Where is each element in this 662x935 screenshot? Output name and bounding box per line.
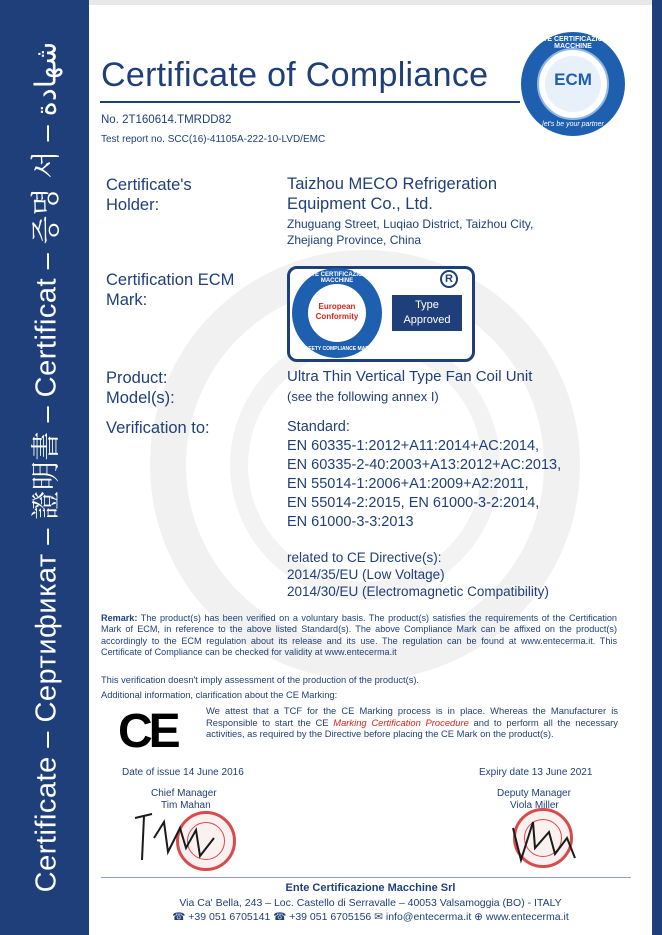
footer-contacts: ☎ +39 051 6705141 ☎ +39 051 6705156 ✉ info@entecerma.it ⊕ www.entecerma.it (172, 911, 569, 923)
product-label-line2: Model(s): (106, 389, 175, 407)
footer-address: Via Ca' Bella, 243 – Loc. Castello di Serravalle – 40053 Valsamoggia (BO) - ITALY (179, 897, 562, 909)
page-title: Certificate of Compliance (101, 56, 489, 94)
title-underline (100, 101, 520, 103)
holder-name-line1: Taizhou MECO Refrigeration (287, 175, 498, 193)
ecm-mark-seal-bottom-text: SAFETY COMPLIANCE MARK (301, 346, 373, 352)
standard-item: EN 61000-3-3:2013 (287, 514, 414, 530)
left-signature (130, 808, 230, 868)
expiry-date: Expiry date 13 June 2021 (479, 767, 593, 778)
left-signatory-title: Chief Manager (151, 788, 217, 799)
footer-organization: Ente Certificazione Macchine Srl (285, 882, 456, 894)
ecm-logo-top-text: ENTE CERTIFICAZIONE MACCHINE (533, 36, 613, 50)
attest-part2: and to perform all the necessary activities, as required by the Directive before placing the CE Mark on the product(s). (206, 716, 618, 739)
ecm-logo-bottom-text: let's be your partner (542, 121, 604, 128)
top-border (89, 0, 652, 5)
left-signatory-name: Tim Mahan (161, 800, 211, 811)
holder-label-line1: Certificate's (106, 176, 192, 194)
remark-label: Remark: (101, 613, 138, 623)
standard-heading: Standard: (287, 419, 350, 435)
ecm-logo-abbr: ECM (554, 70, 592, 89)
ecm-mark-seal-line1: European (318, 302, 356, 311)
ecm-mark-seal-line2: Conformity (315, 312, 359, 321)
ecm-mark-seal-top-text: ENTE CERTIFICAZIONE MACCHINE (302, 272, 371, 284)
ce-mark-logo: CE (118, 705, 177, 758)
mark-label-line1: Certification ECM (106, 271, 235, 289)
standard-item: EN 55014-2:2015, EN 61000-3-2:2014, (287, 495, 540, 511)
verification-label: Verification to: (106, 419, 210, 437)
holder-label-line2: Holder: (106, 196, 160, 214)
directive-item: 2014/35/EU (Low Voltage) (287, 567, 445, 582)
type-approved-badge (392, 295, 462, 331)
product-value: Ultra Thin Vertical Type Fan Coil Unit (287, 368, 533, 385)
test-report-number: Test report no. SCC(16)-41105A-222-10-LVD/EMC (101, 134, 326, 145)
registered-icon: R (440, 270, 458, 288)
remark-text: The product(s) has been verified on a voluntary basis. The product(s) satisfies the requirements of the Certification Mark of ECM, in reference to the above listed Standard(s). The above Compliance Mark can be affixed on the product(s) accordingly to the ECM regulation about its release and its use. The regulation can be found at www.entecerma.it. This Certificate of Compliance can be checked for validity at www.entecerma.it (101, 613, 617, 658)
holder-address-line1: Zhuguang Street, Luqiao District, Taizhou City, (287, 217, 534, 231)
standard-item: EN 60335-1:2012+A11:2014+AC:2014, (287, 438, 540, 454)
right-signature (505, 808, 585, 868)
remark-paragraph (101, 613, 617, 659)
additional-info: Additional information, clarification about the CE Marking: (101, 690, 338, 700)
certificate-number: No. 2T160614.TMRDD82 (101, 114, 232, 126)
ce-attestation (206, 705, 618, 740)
attest-procedure-link: Marking Certification Procedure (333, 716, 469, 728)
issue-date: Date of issue 14 June 2016 (122, 767, 244, 778)
side-band-text: Certificate – Сертификат – 證明書 – Certificat – 증명 서 – شهادة (30, 41, 63, 893)
holder-name-line2: Equipment Co., Ltd. (287, 195, 433, 213)
right-border (652, 0, 662, 935)
standard-item: EN 55014-1:2006+A1:2009+A2:2011, (287, 476, 529, 492)
type-approved-line2: Approved (403, 314, 451, 326)
product-label-line1: Product: (106, 369, 168, 387)
holder-address-line2: Zhejiang Province, China (287, 233, 422, 247)
attest-part1: We attest that a TCF for the CE Marking process is in place. Whereas the Manufacturer is Responsible to start the CE (206, 705, 618, 728)
right-signatory-title: Deputy Manager (497, 788, 571, 799)
product-model: (see the following annex I) (287, 389, 439, 404)
footer-divider (101, 877, 631, 878)
directive-heading: related to CE Directive(s): (287, 550, 442, 565)
mark-label-line2: Mark: (106, 291, 148, 309)
right-signatory-name: Viola Miller (510, 800, 559, 811)
standard-item: EN 60335-2-40:2003+A13:2012+AC:2013, (287, 457, 562, 473)
type-approved-line1: Type (415, 299, 439, 311)
directive-item: 2014/30/EU (Electromagnetic Compatibility) (287, 584, 549, 599)
remark-note: This verification doesn't imply assessment of the production of the product(s). (101, 675, 420, 685)
